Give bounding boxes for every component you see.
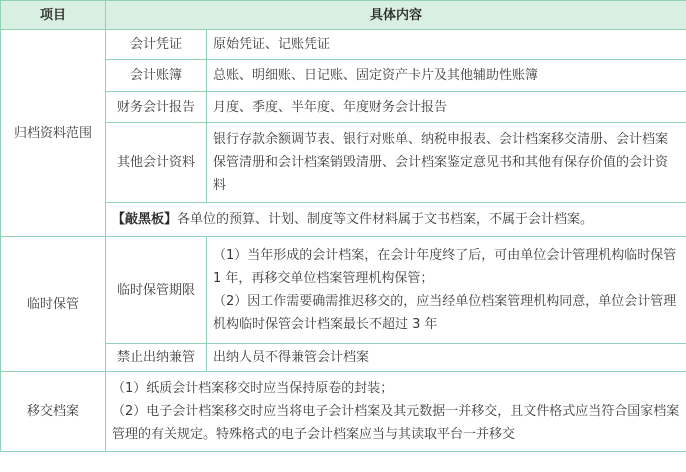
- archive-item-content: 银行存款余额调节表、银行对账单、纳税申报表、会计档案移交清册、会计档案保管清册和会计档案销毁清册、会计档案鉴定意见书和其他有保存价值的会计资料: [207, 123, 686, 203]
- archive-item-label: 会计账簿: [106, 60, 207, 92]
- temp-period-content: [207, 237, 686, 344]
- temp-period-line: （1）当年形成的会计档案，在会计年度终了后，可由单位会计管理机构临时保管 1 年，再移交单位档案管理机构保管；: [213, 248, 677, 286]
- category-temp-storage: 临时保管: [1, 237, 106, 372]
- archive-item-label: 会计凭证: [106, 30, 207, 60]
- archive-item-label: 其他会计资料: [106, 123, 207, 203]
- temp-period-line: （2）因工作需要确需推迟移交的，应当经单位档案管理机构同意，单位会计管理机构临时保管会计档案最长不超过 3 年: [213, 294, 677, 332]
- category-archive-scope: 归档资料范围: [1, 30, 106, 237]
- temp-ban-content: 出纳人员不得兼管会计档案: [207, 344, 686, 372]
- archive-item-label: 财务会计报告: [106, 92, 207, 123]
- transfer-content: [106, 372, 686, 452]
- header-content: 具体内容: [106, 1, 686, 30]
- category-transfer: 移交档案: [1, 372, 106, 452]
- transfer-line: （1）纸质会计档案移交时应当保持原卷的封装；: [112, 381, 394, 396]
- archive-item-content: 原始凭证、记账凭证: [207, 30, 686, 60]
- note-row: [106, 203, 686, 237]
- note-tag: 【敲黑板】: [112, 212, 178, 227]
- temp-period-label: 临时保管期限: [106, 237, 207, 344]
- header-item: 项目: [1, 1, 106, 30]
- temp-ban-label: 禁止出纳兼管: [106, 344, 207, 372]
- transfer-line: （2）电子会计档案移交时应当将电子会计档案及其元数据一并移交，且文件格式应当符合国家档案管理的有关规定。特殊格式的电子会计档案应当与其读取平台一并移交: [112, 404, 680, 442]
- note-text: 各单位的预算、计划、制度等文件材料属于文书档案，不属于会计档案。: [177, 212, 594, 227]
- archive-item-content: 月度、季度、半年度、年度财务会计报告: [207, 92, 686, 123]
- archive-item-content: 总账、明细账、日记账、固定资产卡片及其他辅助性账簿: [207, 60, 686, 92]
